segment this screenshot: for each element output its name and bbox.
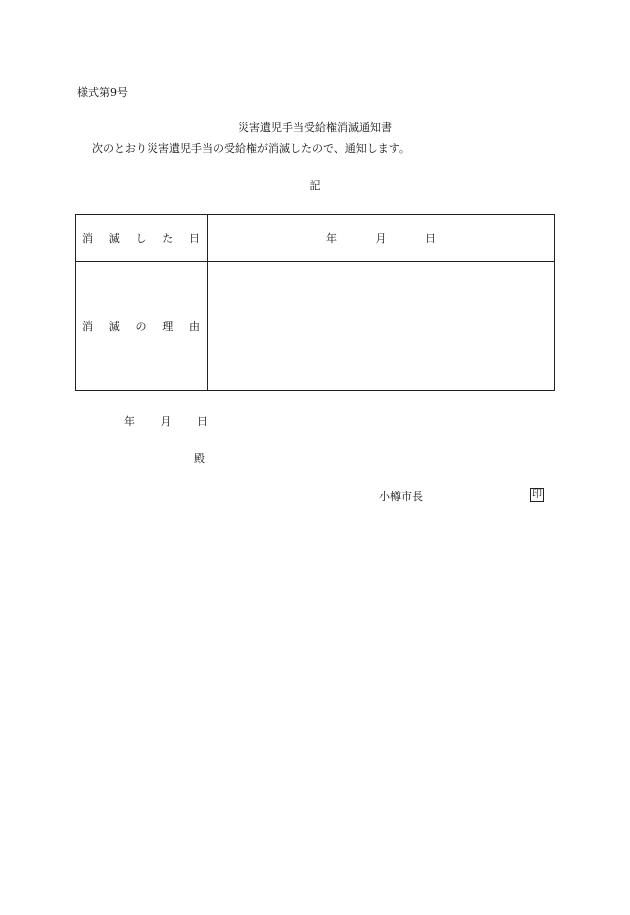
extinction-date-value: 年月日 (326, 232, 436, 245)
table-column-divider (207, 215, 208, 390)
details-table (75, 214, 555, 391)
issuer-name: 小樽市長 (379, 490, 423, 503)
form-number: 様式第9号 (77, 86, 128, 99)
document-title: 災害遺児手当受給権消滅通知書 (238, 121, 392, 134)
issue-date: 年月日 (124, 415, 208, 428)
table-row-divider (76, 261, 554, 262)
addressee-suffix: 殿 (194, 452, 205, 465)
seal-mark: 印 (532, 489, 542, 500)
row-label-extinction-date: 消滅した日 (82, 232, 200, 245)
notice-body-text: 次のとおり災害遺児手当の受給権が消滅したので、通知します。 (92, 142, 410, 155)
row-label-extinction-reason: 消滅の理由 (82, 320, 200, 333)
ki-heading: 記 (309, 179, 321, 192)
